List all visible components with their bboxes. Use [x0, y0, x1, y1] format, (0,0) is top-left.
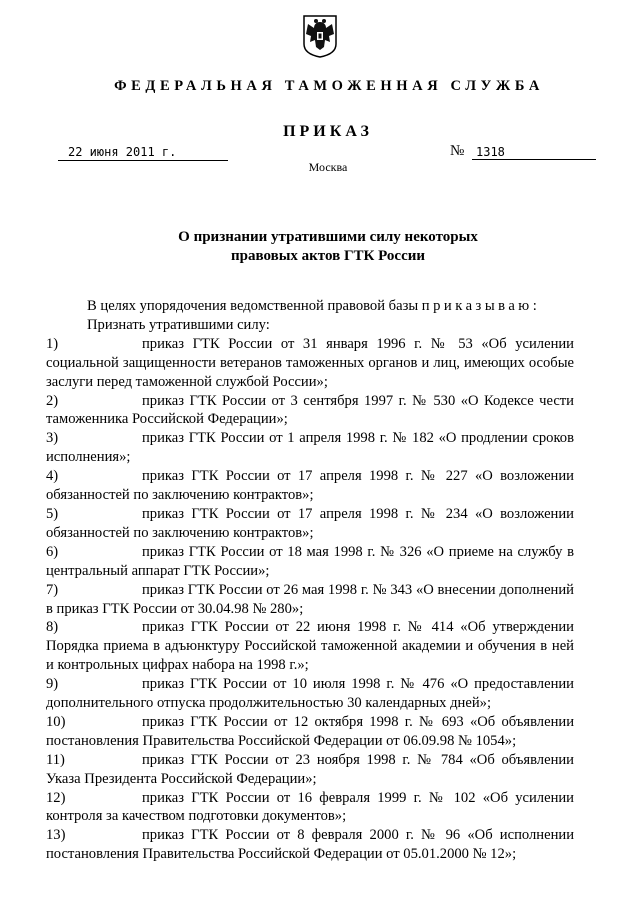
- item-number: 4): [46, 468, 59, 485]
- subject-line-2: правовых актов ГТК России: [230, 248, 426, 264]
- item-text: приказ ГТК России от 8 февраля 2000 г. № 96 «Об исполнении постановления Правительства Российской Федерации от 05.01.2000 № 12»;: [46, 827, 574, 863]
- item-number: 12): [46, 789, 66, 806]
- item-number: 10): [46, 713, 66, 730]
- preamble-text: В целях упорядочения ведомственной правовой базы: [87, 298, 419, 314]
- item-number: 5): [46, 505, 59, 522]
- item-number: 13): [46, 827, 66, 844]
- item-text: приказ ГТК России от 26 мая 1998 г. № 343 «О внесении дополнений в приказ ГТК России от 30.04.98 № 280»;: [46, 581, 574, 617]
- city: Москва: [308, 160, 348, 174]
- list-item: [46, 429, 574, 467]
- item-text: приказ ГТК России от 18 мая 1998 г. № 326 «О приеме на службу в центральный аппарат ГТК России»;: [46, 543, 574, 579]
- item-text: приказ ГТК России от 12 октября 1998 г. № 693 «Об объявлении постановления Правительства Российской Федерации от 06.09.98 № 1054»;: [46, 713, 574, 749]
- coat-of-arms-icon: [302, 14, 338, 58]
- item-text: приказ ГТК России от 17 апреля 1998 г. № 227 «О возложении обязанностей по заключению контрактов»;: [46, 468, 574, 504]
- item-number: 7): [46, 581, 59, 598]
- list-item: [46, 581, 574, 619]
- list-item: [46, 618, 574, 675]
- number-sign: №: [450, 143, 465, 159]
- item-text: приказ ГТК России от 16 февраля 1999 г. № 102 «Об усилении контроля за качеством подготовки документов»;: [46, 789, 574, 825]
- list-item: [46, 505, 574, 543]
- order-date: 22 июня 2011 г.: [58, 145, 228, 161]
- order-number: 1318: [472, 145, 596, 160]
- list-item: [46, 826, 574, 864]
- item-text: приказ ГТК России от 1 апреля 1998 г. № 182 «О продлении сроков исполнения»;: [46, 430, 574, 466]
- subject-line-1: О признании утратившими силу некоторых: [178, 229, 478, 245]
- declare-line: Признать утратившими силу:: [87, 316, 270, 333]
- list-item: [46, 392, 574, 430]
- item-text: приказ ГТК России от 31 января 1996 г. № 53 «Об усилении социальной защищенности ветеранов таможенных органов и лиц, имеющих особые заслуги перед таможенной службой России»;: [46, 335, 574, 390]
- list-item: [46, 467, 574, 505]
- document-type: ПРИКАЗ: [283, 123, 373, 140]
- list-item: [46, 675, 574, 713]
- item-number: 9): [46, 676, 59, 693]
- preamble-order-word: приказываю:: [421, 298, 541, 314]
- list-item: [46, 713, 574, 751]
- agency-name: ФЕДЕРАЛЬНАЯ ТАМОЖЕННАЯ СЛУЖБА: [114, 78, 544, 94]
- item-number: 1): [46, 335, 59, 352]
- item-number: 11): [46, 751, 65, 768]
- item-number: 3): [46, 430, 59, 447]
- repealed-acts-list: [46, 335, 574, 864]
- preamble: [87, 297, 574, 316]
- item-number: 2): [46, 392, 59, 409]
- item-number: 6): [46, 543, 59, 560]
- item-number: 8): [46, 619, 59, 636]
- item-text: приказ ГТК России от 10 июля 1998 г. № 476 «О предоставлении дополнительного отпуска продолжительностью 30 календарных дней»;: [46, 676, 574, 712]
- item-text: приказ ГТК России от 3 сентября 1997 г. № 530 «О Кодексе чести таможенника Российской Федерации»;: [46, 392, 574, 428]
- item-text: приказ ГТК России от 17 апреля 1998 г. № 234 «О возложении обязанностей по заключению контрактов»;: [46, 505, 574, 541]
- list-item: [46, 751, 574, 789]
- item-text: приказ ГТК России от 22 июня 1998 г. № 414 «Об утверждении Порядка приема в адъюнктуру Российской таможенной академии и обучения в ней и контрольных цифрах набора на 1998 г.»;: [46, 619, 574, 674]
- list-item: [46, 789, 574, 827]
- order-subject: [0, 228, 640, 266]
- list-item: [46, 335, 574, 392]
- item-text: приказ ГТК России от 23 ноября 1998 г. № 784 «Об объявлении Указа Президента Российской Федерации»;: [46, 751, 574, 787]
- order-body: [46, 297, 574, 864]
- list-item: [46, 543, 574, 581]
